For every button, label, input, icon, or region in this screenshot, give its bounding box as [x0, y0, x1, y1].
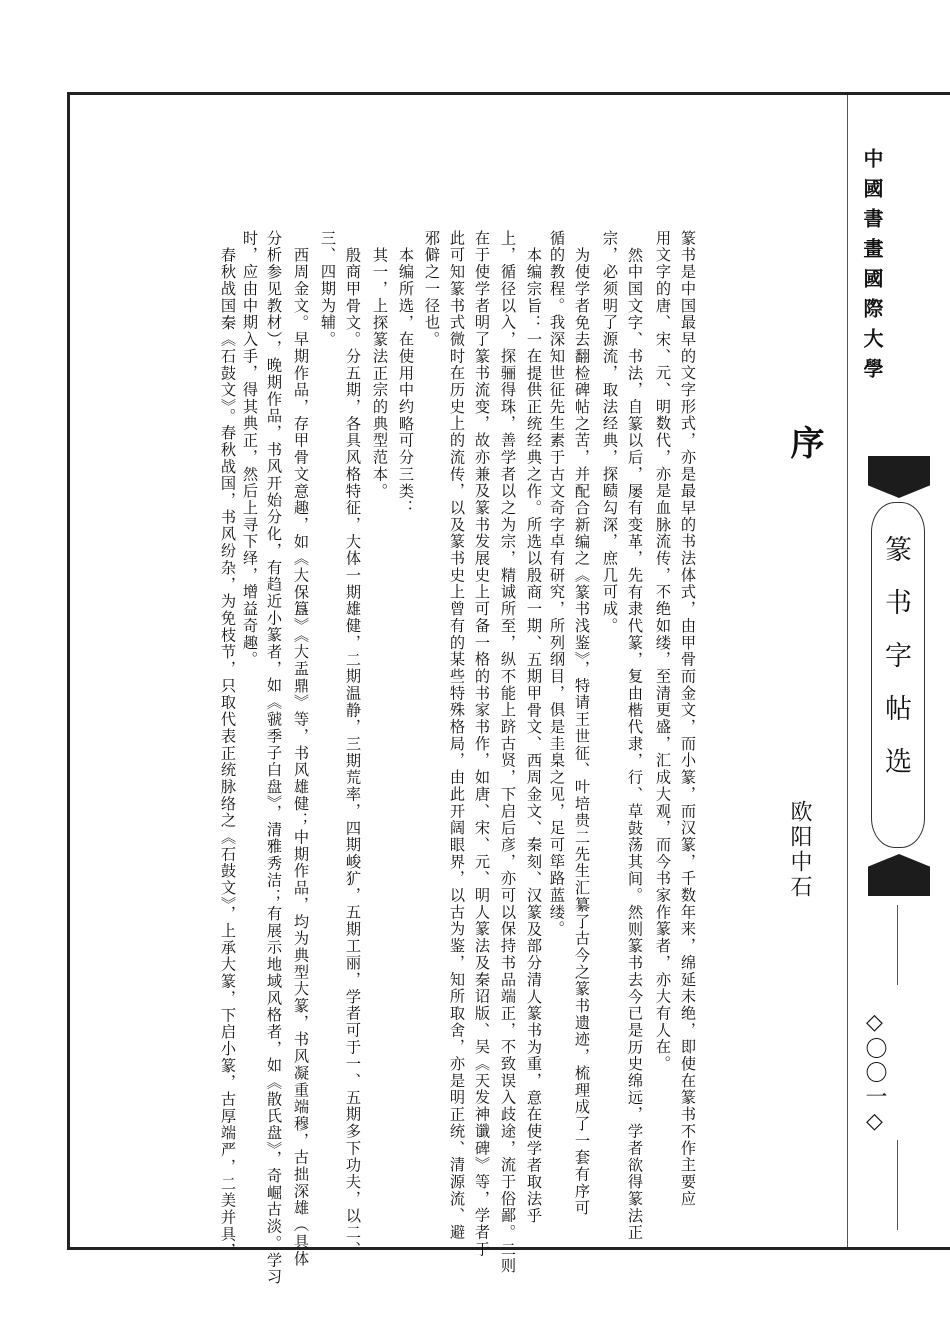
sidebar-divider — [847, 95, 848, 1247]
text-column: 此可知篆书式微时在历史上的流传，以及篆书史上曾有的某些特殊格局，由此开阔眼界，以古为鉴，知所取舍，亦是明正统、清源流、避 — [448, 230, 466, 1241]
text-column: 本编宗旨：一在提供正统经典之作。所选以殷商一期、五期甲骨文、西周金文、秦刻、汉篆及部分清人篆书为重，意在使学者取法乎 — [525, 247, 543, 1225]
text-column: 上，循径以入，探骊得珠，善学者以之为宗，精诚所至，纵不能上跻古贤，下启后彦，亦可以保持书品端正，不致误入歧途，流于俗鄙。二则 — [499, 230, 517, 1275]
text-column: 其一，上探篆法正宗的典型范本。 — [371, 247, 389, 500]
text-column: 本编所选，在使用中约略可分三类： — [397, 247, 415, 517]
series-title: 篆书字帖选 — [880, 535, 911, 800]
page-number-rule-bottom — [897, 1140, 898, 1230]
text-column: 殷商甲骨文。分五期，各具风格特征，大体一期雄健，二期温静，三期荒率，四期峻犷，五期工丽，学者可于一、五期多下功夫，以二、 — [344, 247, 362, 1258]
text-column: 为使学者免去翻检碑帖之苦，并配合新编之《篆书浅鉴》，特请王世征、叶培贵二先生汇纂了古今之篆书遗迹，梳理成了一套有序可 — [573, 247, 591, 1217]
text-column: 循的教程。我深知世征先生素于古文奇字卓有研究，所列纲目，俱是圭臬之见，足可筚路蓝缕。 — [548, 230, 566, 938]
page-number: ◇〇〇一◇ — [862, 1010, 887, 1136]
text-column: 在于使学者明了篆书流变，故亦兼及篆书发展史上可备一格的书家书作，如唐、宋、元、明人篆法及秦诏版、吴《天发神谶碑》等，学者于 — [473, 230, 491, 1258]
banner-top-ornament — [868, 456, 930, 498]
article-title: 序 — [784, 425, 824, 459]
text-column: 春秋战国秦《石鼓文》。春秋战国，书风纷杂，为免枝节，只取代表正统脉络之《石鼓文》，上承大篆，下启小篆，古厚端严，二美并具， — [219, 247, 237, 1260]
text-column: 用文字的唐、宋、元、明数代，亦是血脉流传，不绝如缕，至清更盛，汇成大观，而今书家作篆者，亦大有人在。 — [654, 230, 672, 1073]
text-column: 三、四期为辅。 — [319, 230, 337, 348]
text-column: 时，应由中期入手，得其典正，然后上寻下绎，增益奇趣。 — [241, 230, 259, 669]
banner-bottom-ornament — [868, 854, 930, 896]
text-column: 分析参见教材），晚期作品，书风开始分化，有趋近小篆者，如《虢季子白盘》，清雅秀洁；有展示地域风格者，如《散氏盘》，奇崛古淡。学习 — [265, 230, 283, 1286]
university-name: 中國書畫國際大學 — [860, 148, 884, 388]
page-number-rule-top — [897, 905, 898, 985]
text-column: 宗，必须明了源流，取法经典，探赜勾深，庶几可成。 — [601, 230, 619, 635]
article-author: 欧阳中石 — [787, 800, 812, 900]
text-column: 然中国文字、书法，自篆以后，屡有变革，先有隶代篆，复由楷代隶，行、草鼓荡其间。然则篆书去今已是历史绵远，学者欲得篆法正 — [626, 247, 644, 1242]
text-column: 邪僻之一径也。 — [423, 230, 441, 348]
text-column: 西周金文。早期作品，存甲骨文意趣，如《大保簋》《大盂鼎》等，书风雄健；中期作品，均为典型大篆，书风凝重端穆，古拙深雄（具体 — [292, 247, 310, 1268]
text-column: 篆书是中国最早的文字形式，亦是最早的书法体式，由甲骨而金文，而小篆，而汉篆，千数年来，绵延未绝，即使在篆书不作主要应 — [679, 230, 697, 1208]
